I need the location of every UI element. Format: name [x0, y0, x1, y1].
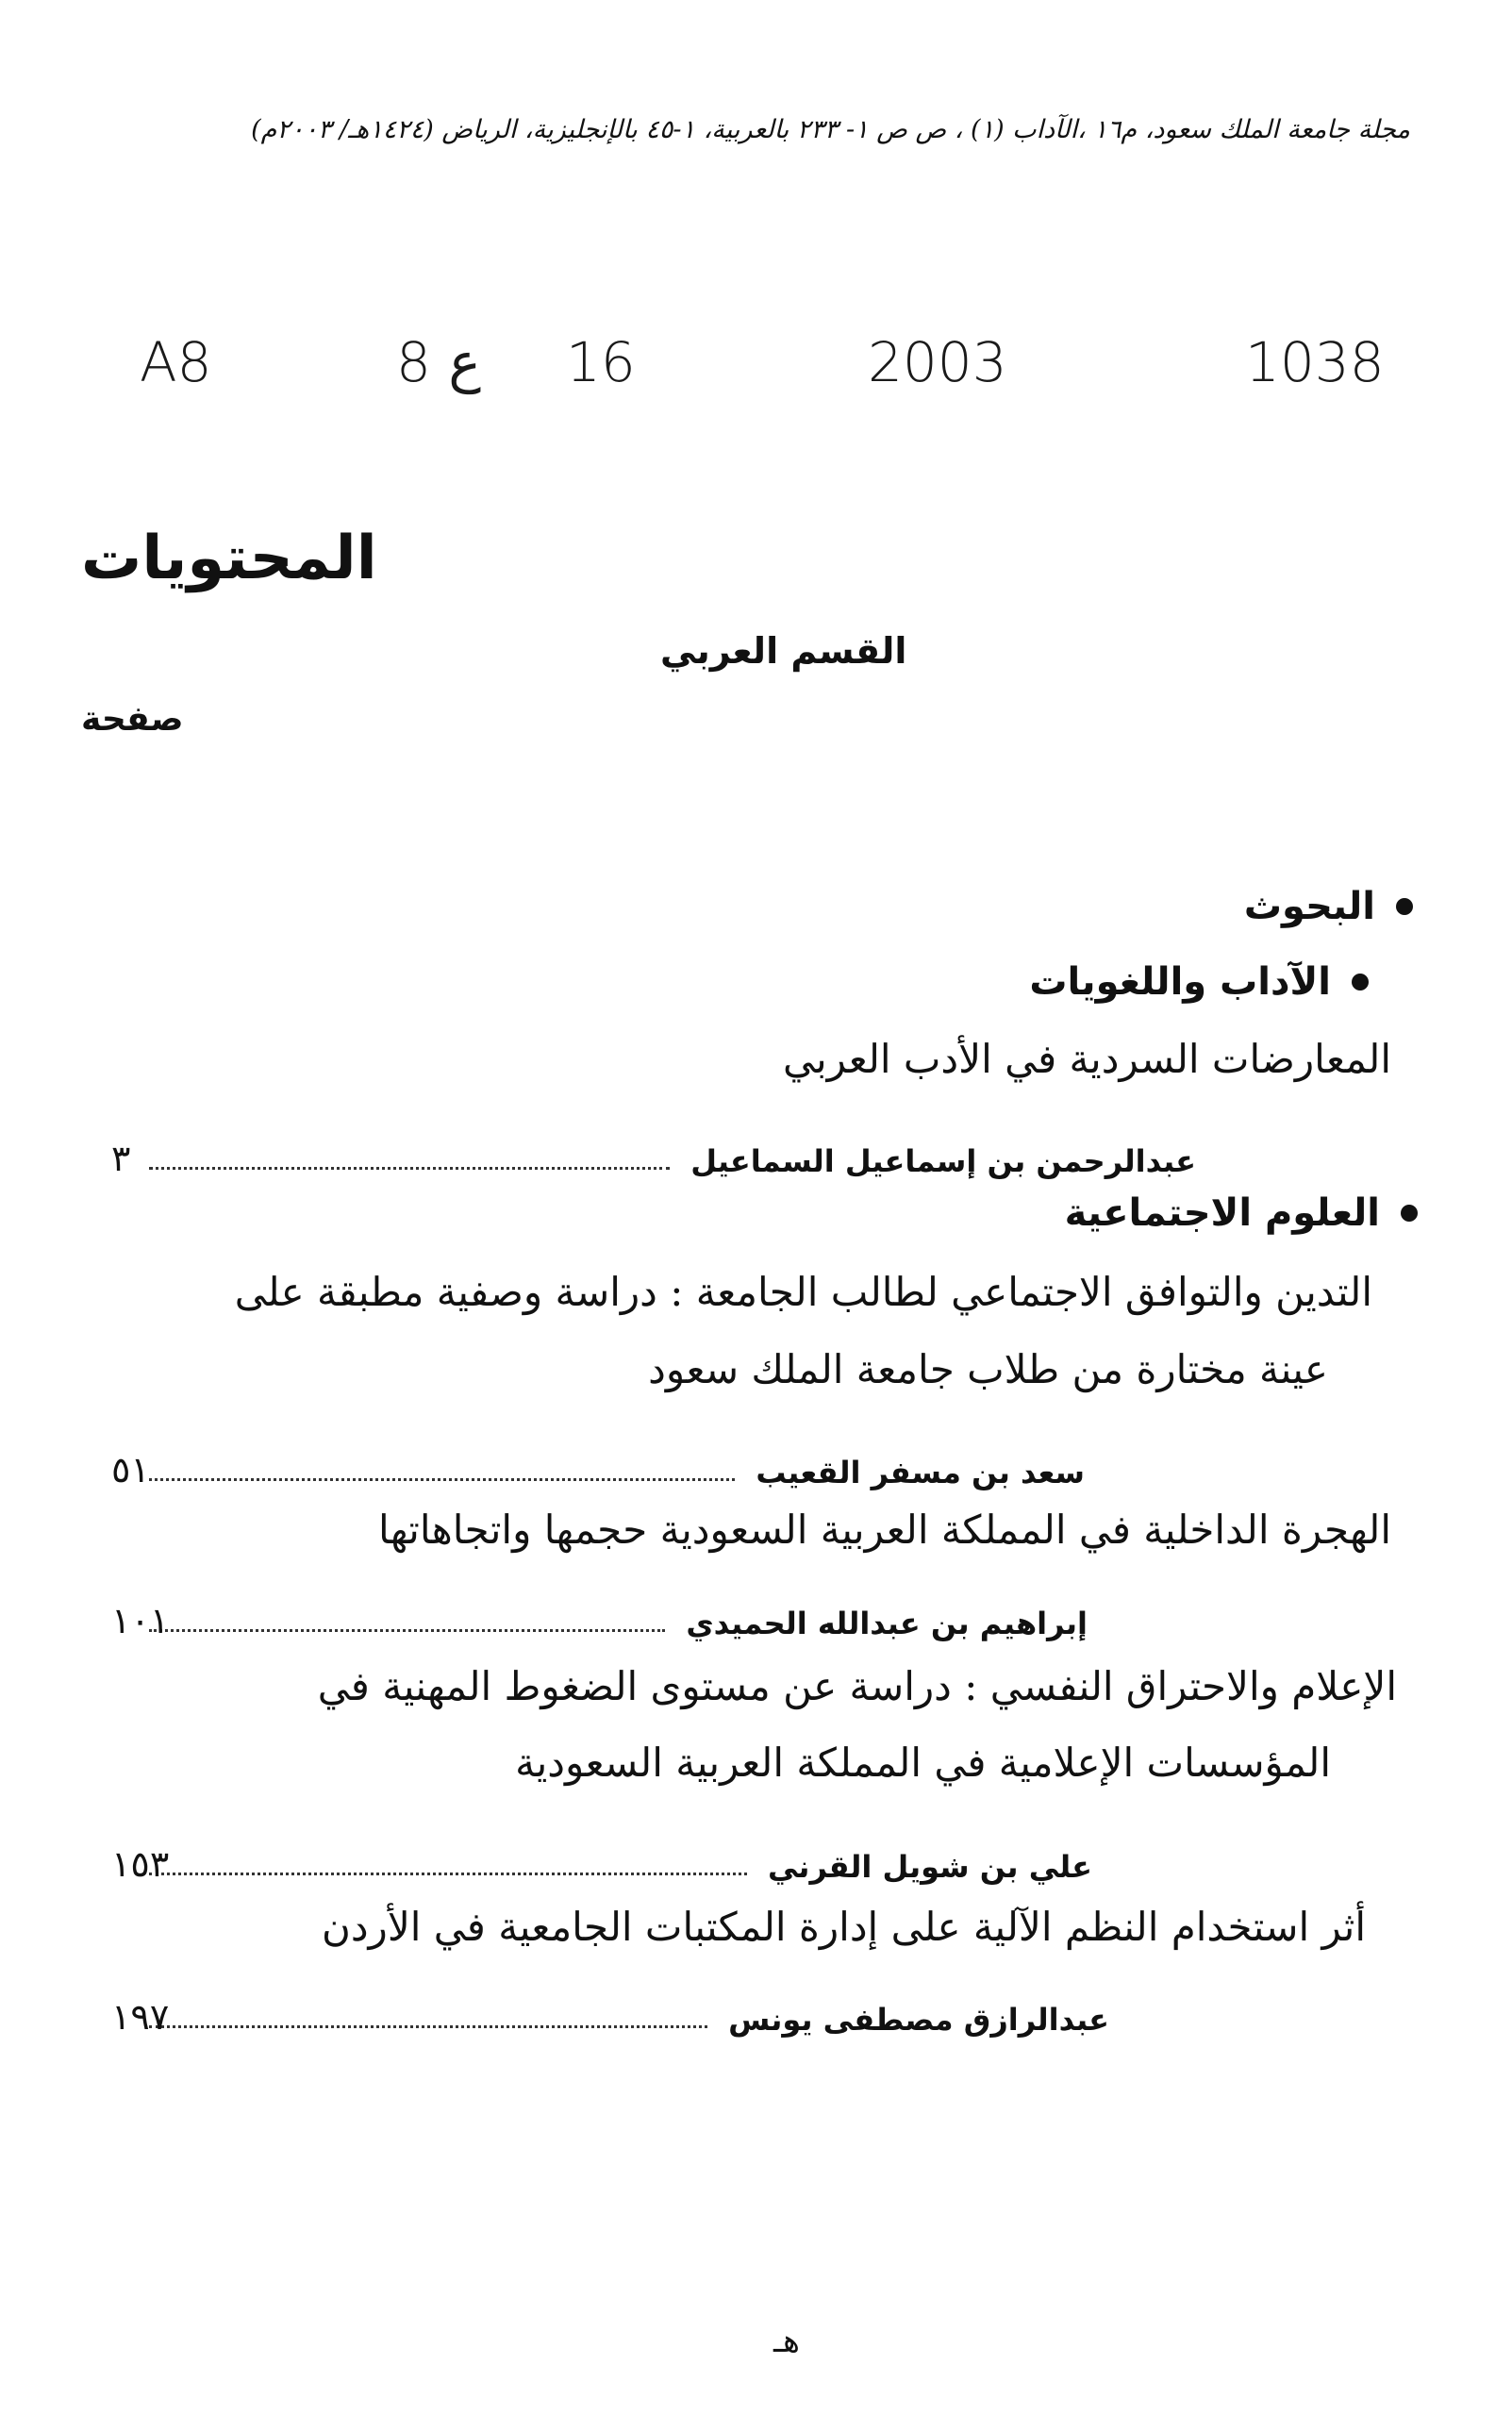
- entry-author: عبدالرازق مصطفى يونس: [728, 2002, 1109, 2038]
- entry-author: علي بن شويل القرني: [768, 1849, 1092, 1885]
- page-footer-letter: هـ: [773, 2322, 800, 2360]
- entry-page-number: ٣: [111, 1138, 131, 1179]
- dot-leader: [149, 1478, 735, 1481]
- category-arts: [1029, 960, 1369, 1004]
- category-label: الآداب واللغويات: [1029, 960, 1331, 1004]
- dot-leader: [149, 2025, 707, 2028]
- dot-leader: [149, 1873, 747, 1875]
- handwritten-year: 2003: [868, 330, 1007, 394]
- page-column-label: صفحة: [81, 700, 184, 739]
- entry-page-number: ٥١: [111, 1449, 150, 1490]
- section-title: القسم العربي: [660, 630, 907, 672]
- category-label: البحوث: [1243, 885, 1375, 928]
- entry-title-line: المعارضات السردية في الأدب العربي: [782, 1036, 1391, 1082]
- entry-title-line: التدين والتوافق الاجتماعي لطالب الجامعة : دراسة وصفية مطبقة على: [234, 1269, 1372, 1315]
- entry-author: سعد بن مسفر القعيب: [756, 1455, 1085, 1490]
- entry-author: إبراهيم بن عبدالله الحميدي: [686, 1606, 1088, 1641]
- entry-title-line: المؤسسات الإعلامية في المملكة العربية السعودية: [515, 1740, 1331, 1786]
- dot-leader: [149, 1167, 670, 1170]
- category-label: العلوم الاجتماعية: [1064, 1191, 1380, 1235]
- contents-title: المحتويات: [81, 524, 377, 593]
- bullet-icon: [1401, 1205, 1418, 1222]
- handwritten-month: A8: [140, 330, 212, 394]
- handwritten-volume: 16: [566, 330, 636, 394]
- entry-title-line: أثر استخدام النظم الآلية على إدارة المكتبات الجامعية في الأردن: [322, 1904, 1366, 1950]
- handwritten-accession-number: 1038: [1245, 330, 1385, 394]
- handwritten-issue: 8 ع: [396, 330, 481, 394]
- entry-title-line: عينة مختارة من طلاب جامعة الملك سعود: [648, 1346, 1328, 1392]
- toc-entry-author-row: [111, 1990, 1300, 2038]
- entry-title-line: الهجرة الداخلية في المملكة العربية السعودية حجمها واتجاهاتها: [378, 1507, 1391, 1553]
- toc-entry-author-row: [111, 1838, 1300, 1885]
- entry-page-number: ١٥٣: [111, 1843, 170, 1885]
- bullet-icon: [1352, 974, 1369, 991]
- entry-page-number: ١٩٧: [111, 1996, 170, 2038]
- toc-entry-author-row: [111, 1594, 1300, 1641]
- category-social: [1065, 1191, 1418, 1235]
- journal-citation: مجلة جامعة الملك سعود، م١٦ ،الآداب (١) ، ص ص ١- ٢٣٣ بالعربية، ١-٤٥ بالإنجليزية، الرياض (١٤٢٤هـ/ ٢٠٠٣م): [251, 115, 1410, 144]
- category-research: [1244, 885, 1413, 928]
- entry-page-number: ١٠١: [111, 1600, 170, 1641]
- bullet-icon: [1396, 898, 1413, 915]
- toc-entry-author-row: [111, 1132, 1300, 1179]
- entry-author: عبدالرحمن بن إسماعيل السماعيل: [690, 1143, 1196, 1179]
- dot-leader: [149, 1629, 665, 1632]
- toc-entry-author-row: [111, 1443, 1300, 1490]
- entry-title-line: الإعلام والاحتراق النفسي : دراسة عن مستوى الضغوط المهنية في: [317, 1663, 1397, 1709]
